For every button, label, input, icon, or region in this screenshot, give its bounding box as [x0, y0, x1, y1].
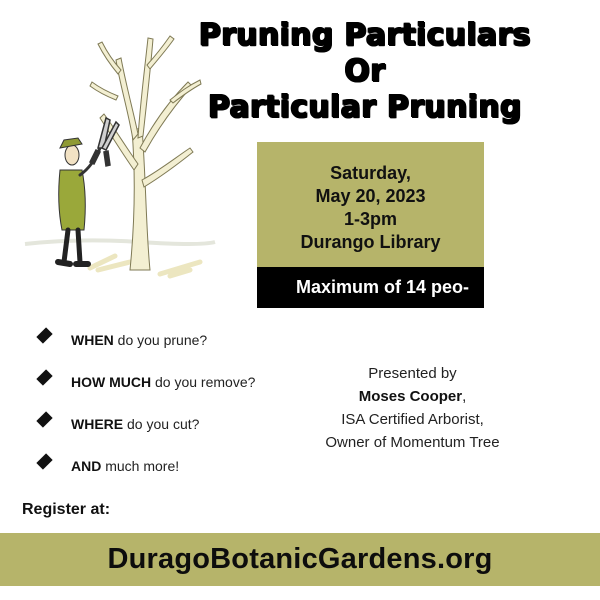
- title-line-3: Particular Pruning: [208, 90, 522, 125]
- presenter-name: Moses Cooper: [358, 388, 463, 405]
- event-time: 1-3pm: [343, 209, 397, 229]
- presenter-credential: ISA Certified Arborist,: [341, 411, 484, 428]
- list-item: [36, 409, 326, 451]
- event-title: [190, 18, 540, 126]
- title-line-2: Or: [344, 54, 386, 89]
- diamond-bullet-icon: [36, 327, 52, 343]
- bullet-rest: do you prune?: [113, 332, 208, 348]
- presenter-info: [300, 362, 525, 454]
- registration-url-banner: [0, 533, 600, 586]
- bullet-text: [71, 372, 255, 392]
- bullet-keyword: HOW MUCH: [71, 374, 152, 390]
- list-item: [36, 325, 326, 367]
- event-date: May 20, 2023: [315, 186, 426, 206]
- title-line-1: Pruning Particulars: [199, 18, 531, 53]
- bullet-rest: do you cut?: [123, 416, 200, 432]
- registration-url[interactable]: DuragoBotanicGardens.org: [107, 543, 493, 575]
- bullet-rest: much more!: [101, 458, 180, 474]
- bullet-text: [71, 414, 199, 434]
- event-details-box: [257, 142, 484, 267]
- bullet-text: [71, 456, 179, 476]
- event-location: Durango Library: [300, 232, 441, 252]
- presenter-name-suffix: ,: [462, 388, 467, 405]
- register-label: Register at:: [22, 501, 111, 518]
- bullet-keyword: WHERE: [71, 416, 124, 432]
- capacity-banner: Maximum of 14 peo-: [257, 267, 484, 308]
- presenter-name-line: [300, 385, 525, 408]
- presenter-intro: Presented by: [368, 365, 457, 382]
- list-item: [36, 367, 326, 409]
- event-day: Saturday,: [330, 163, 411, 183]
- topics-list: [36, 325, 326, 493]
- pruning-shears-icon: [90, 118, 119, 166]
- ground-icon: [25, 240, 215, 276]
- diamond-bullet-icon: [36, 411, 52, 427]
- list-item: [36, 451, 326, 493]
- bullet-rest: do you remove?: [151, 374, 256, 390]
- bullet-keyword: WHEN: [71, 332, 114, 348]
- presenter-company: Owner of Momentum Tree: [325, 434, 500, 451]
- diamond-bullet-icon: [36, 453, 52, 469]
- bullet-text: [71, 330, 207, 350]
- diamond-bullet-icon: [36, 369, 52, 385]
- bullet-keyword: AND: [71, 458, 102, 474]
